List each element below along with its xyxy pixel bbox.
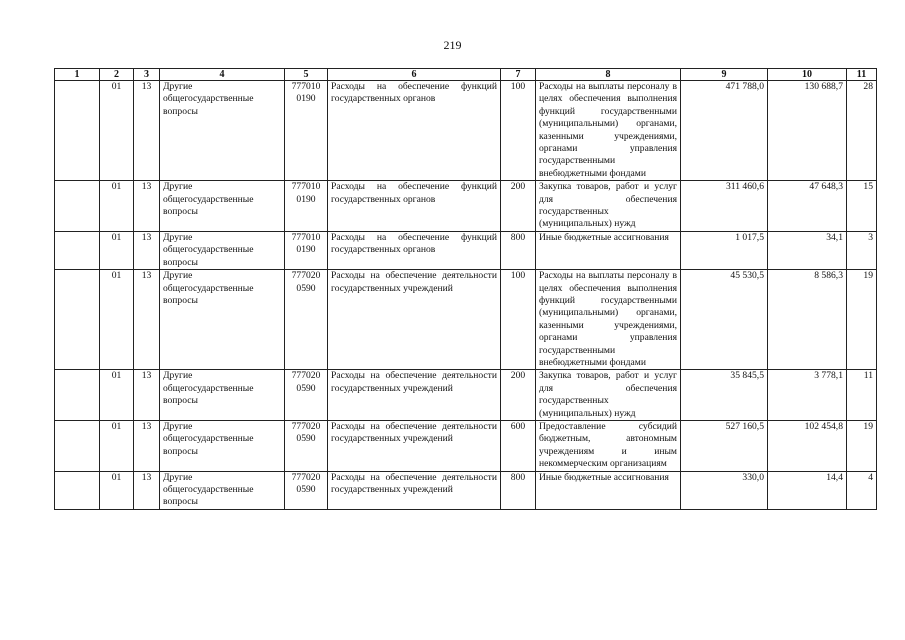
cell-amount-plan: 527 160,5 [681, 420, 768, 471]
cell-subsection-name: Другие общегосударственные вопросы [160, 81, 285, 181]
cell-expense-type: 100 [501, 81, 536, 181]
page-number: 219 [443, 38, 462, 52]
cell-section: 01 [100, 181, 134, 232]
cell-percent: 15 [847, 181, 877, 232]
cell-article-name: Расходы на обеспечение деятельности государственных учреждений [328, 471, 501, 509]
table-row [55, 420, 877, 471]
column-header-5: 5 [285, 69, 328, 81]
cell-subsection: 13 [134, 471, 160, 509]
cell-target-article: 777020 0590 [285, 370, 328, 421]
cell-target-article: 777010 0190 [285, 181, 328, 232]
cell-section: 01 [100, 471, 134, 509]
cell-subsection-name: Другие общегосударственные вопросы [160, 420, 285, 471]
cell-expense-type-name: Предоставление субсидий бюджетным, автономным учреждениям и иным некоммерческим организациям [536, 420, 681, 471]
cell-section: 01 [100, 81, 134, 181]
cell-article-name: Расходы на обеспечение функций государственных органов [328, 231, 501, 269]
cell-subsection: 13 [134, 181, 160, 232]
cell-section: 01 [100, 231, 134, 269]
cell-subsection-name: Другие общегосударственные вопросы [160, 231, 285, 269]
table-header-row [55, 69, 877, 81]
column-header-1: 1 [55, 69, 100, 81]
cell-article-name: Расходы на обеспечение деятельности государственных учреждений [328, 420, 501, 471]
cell-subsection: 13 [134, 270, 160, 370]
column-header-7: 7 [501, 69, 536, 81]
cell-expense-type: 600 [501, 420, 536, 471]
cell-section: 01 [100, 370, 134, 421]
cell-percent: 4 [847, 471, 877, 509]
column-header-10: 10 [768, 69, 847, 81]
cell-amount-actual: 8 586,3 [768, 270, 847, 370]
cell-amount-plan: 35 845,5 [681, 370, 768, 421]
cell-amount-actual: 130 688,7 [768, 81, 847, 181]
cell-subsection-name: Другие общегосударственные вопросы [160, 270, 285, 370]
cell-expense-type: 100 [501, 270, 536, 370]
column-header-2: 2 [100, 69, 134, 81]
cell-subsection-name: Другие общегосударственные вопросы [160, 471, 285, 509]
cell-expense-type: 200 [501, 370, 536, 421]
column-header-6: 6 [328, 69, 501, 81]
cell-expense-type-name: Иные бюджетные ассигнования [536, 231, 681, 269]
cell-col1 [55, 231, 100, 269]
table-body [55, 81, 877, 510]
cell-expense-type: 200 [501, 181, 536, 232]
cell-col1 [55, 370, 100, 421]
table-row [55, 181, 877, 232]
cell-target-article: 777010 0190 [285, 231, 328, 269]
cell-subsection-name: Другие общегосударственные вопросы [160, 181, 285, 232]
cell-target-article: 777010 0190 [285, 81, 328, 181]
cell-percent: 19 [847, 420, 877, 471]
table-row [55, 471, 877, 509]
cell-article-name: Расходы на обеспечение деятельности государственных учреждений [328, 370, 501, 421]
cell-expense-type: 800 [501, 231, 536, 269]
cell-article-name: Расходы на обеспечение функций государственных органов [328, 181, 501, 232]
table-row [55, 270, 877, 370]
cell-percent: 11 [847, 370, 877, 421]
cell-expense-type-name: Расходы на выплаты персоналу в целях обеспечения выполнения функций государственными (муниципальными) органами, казенными учреждениями, органами управления государственными внебюджетными фондами [536, 270, 681, 370]
column-header-4: 4 [160, 69, 285, 81]
cell-amount-plan: 45 530,5 [681, 270, 768, 370]
cell-article-name: Расходы на обеспечение деятельности государственных учреждений [328, 270, 501, 370]
column-header-8: 8 [536, 69, 681, 81]
cell-section: 01 [100, 420, 134, 471]
cell-subsection: 13 [134, 231, 160, 269]
cell-amount-actual: 34,1 [768, 231, 847, 269]
cell-col1 [55, 181, 100, 232]
cell-amount-plan: 471 788,0 [681, 81, 768, 181]
budget-table [54, 68, 877, 510]
cell-amount-actual: 3 778,1 [768, 370, 847, 421]
cell-col1 [55, 81, 100, 181]
cell-subsection-name: Другие общегосударственные вопросы [160, 370, 285, 421]
cell-target-article: 777020 0590 [285, 471, 328, 509]
cell-subsection: 13 [134, 420, 160, 471]
cell-amount-actual: 14,4 [768, 471, 847, 509]
column-header-3: 3 [134, 69, 160, 81]
cell-col1 [55, 471, 100, 509]
cell-amount-plan: 330,0 [681, 471, 768, 509]
cell-amount-plan: 311 460,6 [681, 181, 768, 232]
cell-amount-actual: 102 454,8 [768, 420, 847, 471]
cell-article-name: Расходы на обеспечение функций государственных органов [328, 81, 501, 181]
cell-section: 01 [100, 270, 134, 370]
cell-expense-type-name: Закупка товаров, работ и услуг для обеспечения государственных (муниципальных) нужд [536, 370, 681, 421]
table-row [55, 81, 877, 181]
cell-subsection: 13 [134, 81, 160, 181]
cell-target-article: 777020 0590 [285, 270, 328, 370]
cell-col1 [55, 270, 100, 370]
cell-col1 [55, 420, 100, 471]
table-row [55, 370, 877, 421]
cell-amount-plan: 1 017,5 [681, 231, 768, 269]
table-row [55, 231, 877, 269]
cell-expense-type-name: Расходы на выплаты персоналу в целях обеспечения выполнения функций государственными (муниципальными) органами, казенными учреждениями, органами управления государственными внебюджетными фондами [536, 81, 681, 181]
cell-percent: 3 [847, 231, 877, 269]
cell-subsection: 13 [134, 370, 160, 421]
cell-percent: 28 [847, 81, 877, 181]
cell-percent: 19 [847, 270, 877, 370]
cell-expense-type-name: Иные бюджетные ассигнования [536, 471, 681, 509]
column-header-11: 11 [847, 69, 877, 81]
cell-expense-type: 800 [501, 471, 536, 509]
cell-expense-type-name: Закупка товаров, работ и услуг для обеспечения государственных (муниципальных) нужд [536, 181, 681, 232]
cell-amount-actual: 47 648,3 [768, 181, 847, 232]
cell-target-article: 777020 0590 [285, 420, 328, 471]
column-header-9: 9 [681, 69, 768, 81]
